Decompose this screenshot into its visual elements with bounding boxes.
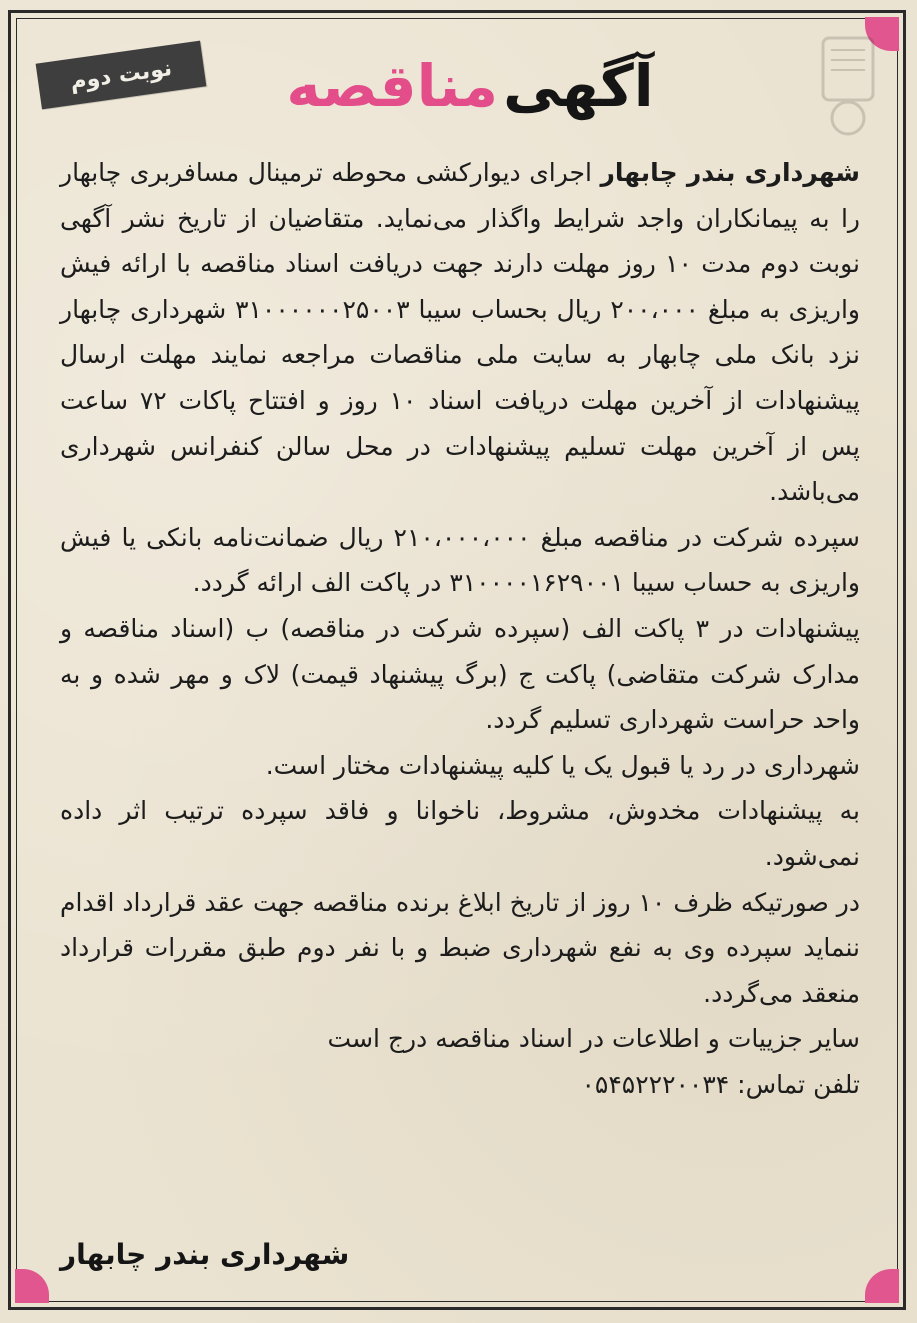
- paragraph-envelopes: پیشنهادات در ۳ پاکت الف (سپرده شرکت در مناقصه) ب (اسناد مناقصه و مدارک شرکت متقاضی) پاکت ج (برگ پیشنهاد قیمت) لاک و مهر شده و به واحد حراست شهرداری تسلیم گردد.: [60, 613, 861, 735]
- paragraph-contract-terms: در صورتیکه ظرف ۱۰ روز از تاریخ ابلاغ برنده مناقصه جهت عقد قرارداد اقدام ننماید سپرده وی به نفع شهرداری ضبط و با نفر دوم طبق مقررات قرارداد منعقد می‌گردد.: [60, 887, 860, 1008]
- paragraph-intro: [60, 150, 860, 515]
- lead-organization-name: شهرداری بندر چابهار: [600, 158, 860, 187]
- badge-label: نوبت دوم: [68, 55, 174, 95]
- paragraph-intro-text: اجرای دیوارکشی محوطه ترمینال مسافربری چابهار را به پیمانکاران واجد شرایط واگذار می‌نماید. متقاضیان از تاریخ نشر آگهی نوبت دوم مدت ۱۰ روز مهلت دارند جهت دریافت اسناد مناقصه با ارائه فیش واریزی به مبلغ ۲۰۰،۰۰۰ ریال بحساب سیبا ۳۱۰۰۰۰۰۰۲۵۰۰۳ شهرداری چابهار نزد بانک ملی چابهار به سایت ملی مناقصات مراجعه نمایند مهلت ارسال پیشنهادات از آخرین مهلت دریافت اسناد ۱۰ روز و افتتاح پاکات ۷۲ ساعت پس از آخرین مهلت تسلیم پیشنهادات در محل سالن کنفرانس شهرداری می‌باشد.: [60, 158, 860, 507]
- contact-phone: تلفن تماس: ۰۵۴۵۲۲۲۰۰۳۴: [581, 1069, 860, 1099]
- ad-title: [250, 52, 690, 142]
- paragraph-details: سایر جزییات و اطلاعات در اسناد مناقصه درج است: [327, 1024, 860, 1054]
- ad-body: [60, 150, 860, 1107]
- municipality-emblem-watermark: [813, 30, 883, 140]
- paragraph-invalid-bids: به پیشنهادات مخدوش، مشروط، ناخوانا و فاقد سپرده ترتیب اثر داده نمی‌شود.: [60, 796, 860, 871]
- paragraph-rights: شهرداری در رد یا قبول یک یا کلیه پیشنهادات مختار است.: [265, 750, 860, 780]
- title-word-notice: آگهی: [503, 52, 654, 120]
- title-word-tender: مناقصه: [286, 52, 498, 120]
- paragraph-deposit: سپرده شرکت در مناقصه مبلغ ۲۱۰،۰۰۰،۰۰۰ ریال ضمانت‌نامه بانکی یا فیش واریزی به حساب سیبا ۳۱۰۰۰۰۱۶۲۹۰۰۱ در پاکت الف ارائه گردد.: [60, 522, 860, 598]
- signature-organization: شهرداری بندر چابهار: [60, 1238, 350, 1271]
